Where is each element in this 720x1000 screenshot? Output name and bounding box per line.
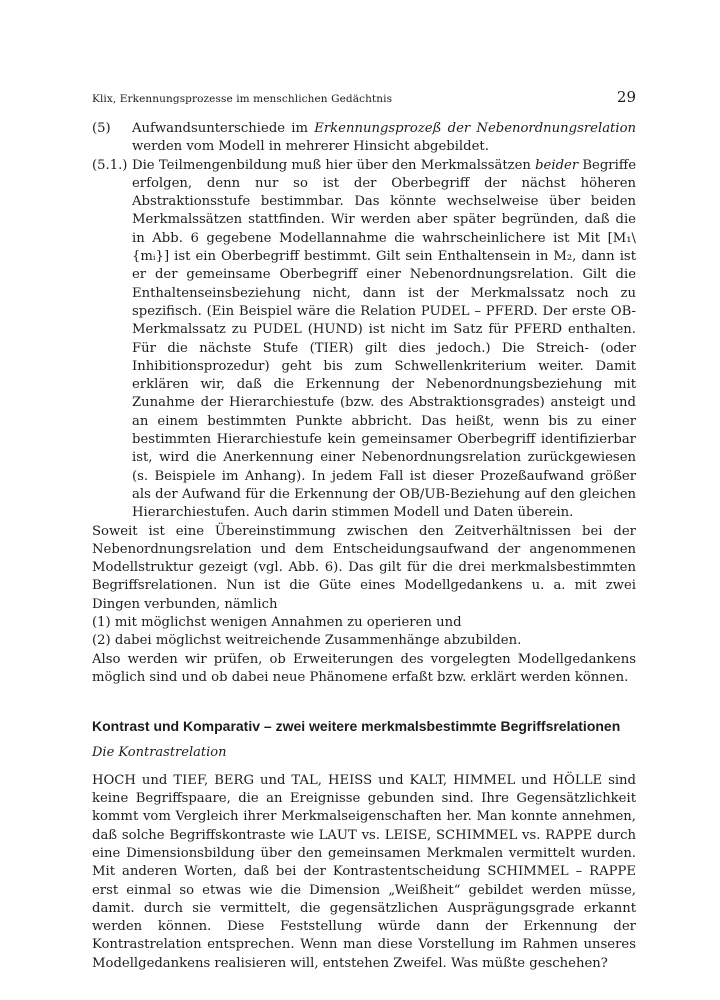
- item-text: [132, 120, 636, 157]
- item-text-part: werden vom Modell in mehrerer Hinsicht abgebildet.: [132, 139, 489, 155]
- item-text-part: Die Teilmengenbildung muß hier über den Merkmalssätzen: [132, 157, 536, 173]
- item-text: [132, 157, 636, 523]
- list-item: (1) mit möglichst wenigen Annahmen zu operieren und: [92, 615, 462, 631]
- numbered-item-5: [92, 120, 636, 157]
- item-number: (5.1.): [92, 157, 128, 173]
- numbered-item-5-1: [92, 157, 636, 523]
- paragraph: Soweit ist eine Übereinstimmung zwischen den Zeitverhältnissen bei der Nebenordnungsrelation und dem Entscheidungsaufwand der angenommenen Modellstruktur gezeigt (vgl. Abb. 6). Das gilt für die drei merkmalsbestimmten Begriffsrelationen. Nun ist die Güte eines Modellgedankens u. a. mit zwei Dingen verbunden, nämlich: [92, 523, 636, 612]
- section-heading: Kontrast und Komparativ – zwei weitere merkmalsbestimmte Begriffsrelationen: [92, 718, 621, 735]
- item-text-emphasis: Erkennungsprozeß der Nebenordnungsrelation: [314, 121, 637, 136]
- paragraph: HOCH und TIEF, BERG und TAL, HEISS und KALT, HIMMEL und HÖLLE sind keine Begriffspaare, die an Ereignisse gebunden sind. Ihre Gegensätzlichkeit kommt vom Vergleich ihrer Merkmalseigenschaften her. Man konnte annehmen, daß solche Begriffskontraste wie LAUT vs. LEISE, SCHIMMEL vs. RAPPE durch eine Dimensionsbildung über den gemeinsamen Merkmalen vermittelt wurden. Mit anderen Worten, daß bei der Kontrastentscheidung SCHIMMEL – RAPPE erst einmal so etwas wie die Dimension „Weißheit“ gebildet werden müsse, damit. durch sie vermittelt, die gegensätzlichen Ausprägungsgrade erkannt werden können. Diese Feststellung würde dann der Erkennung der Kontrastrelation entsprechen. Wenn man diese Vorstellung im Rahmen unseres Modellgedankens realisieren will, entstehen Zweifel. Was müßte geschehen?: [92, 772, 636, 971]
- enumeration: [92, 614, 636, 651]
- item-text-emphasis: beider: [535, 157, 579, 173]
- body-text: [92, 120, 636, 973]
- item-number: (5): [92, 121, 111, 136]
- subsection-heading: Die Kontrastrelation: [92, 744, 227, 760]
- item-text-part: Begriffe erfolgen, denn nur so ist der Oberbegriff der nächst höheren Abstraktionsstufe bestimmbar. Das könnte wechselweise über beiden Merkmalssätzen stattfinden. Wir werden aber später begründen, daß die in Abb. 6 gegebene Modellannahme die wahrscheinlichere ist Mit [M₁\{mᵢ}] ist ein Oberbegriff bestimmt. Gilt sein Enthaltensein in M₂, dann ist er der gemeinsame Oberbegriff einer Nebenordnungsrelation. Gilt die Enthaltenseinsbeziehung nicht, dann ist der Merkmalssatz noch zu spezifisch. (Ein Beispiel wäre die Relation PUDEL – PFERD. Der erste OB-Merkmalssatz zu PUDEL (HUND) ist nicht im Satz für PFERD enthalten. Für die nächste Stufe (TIER) gilt dies jedoch.) Die Streich- (oder Inhibitionsprozedur) geht bis zum Schwellenkriterium weiter. Damit erklären wir, daß die Erkennung der Nebenordnungsbeziehung mit Zunahme der Hierarchiestufe (bzw. des Abstraktionsgrades) ansteigt und an einem bestimmten Punkte abbricht. Das heißt, wenn bis zu einer bestimmten Hierarchiestufe kein gemeinsamer Oberbegriff identifizierbar ist, wird die Anerkennung einer Nebenordnungsrelation zurückgewiesen (s. Beispiele im Anhang). In jedem Fall ist dieser Prozeßaufwand größer als der Aufwand für die Erkennung der OB/UB-Beziehung auf den gleichen Hierarchiestufen. Auch darin stimmen Modell und Daten überein.: [132, 157, 636, 521]
- paragraph: Also werden wir prüfen, ob Erweiterungen des vorgelegten Modellgedankens möglich sind und ob dabei neue Phänomene erfaßt bzw. erklärt werden können.: [92, 651, 636, 685]
- item-text-part: Aufwandsunterschiede im: [132, 121, 315, 136]
- running-head: [92, 88, 636, 106]
- running-title: Klix, Erkennungsprozesse im menschlichen Gedächtnis: [92, 93, 393, 105]
- list-item: (2) dabei möglichst weitreichende Zusammenhänge abzubilden.: [92, 633, 522, 649]
- page-number: 29: [616, 88, 636, 106]
